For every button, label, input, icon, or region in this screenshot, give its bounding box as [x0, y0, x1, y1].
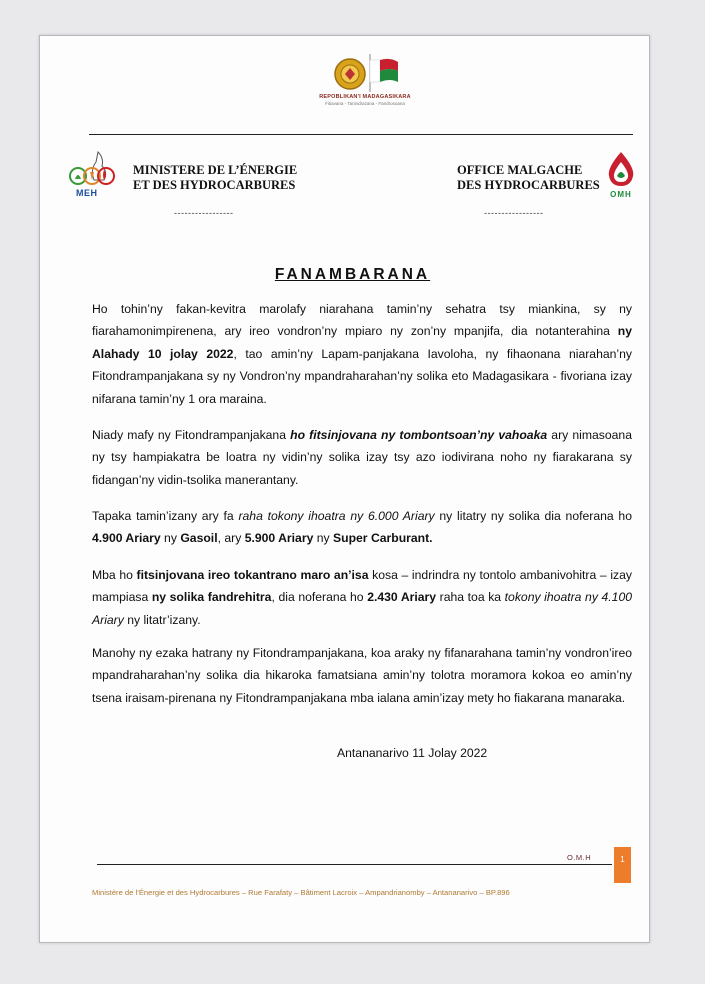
header-divider — [89, 134, 633, 135]
office-dashes: ----------------- — [484, 208, 544, 218]
p3-text-1: Tapaka tamin’izany ary fa — [92, 509, 239, 523]
office-name-line1: OFFICE MALGACHE — [457, 163, 583, 177]
p3-italic-1: raha tokony ihoatra ny 6.000 Ariary — [238, 509, 435, 523]
omh-logo-text: OMH — [610, 190, 632, 199]
ministry-name-line2: ET DES HYDROCARBURES — [133, 178, 296, 192]
p1-date-bold: ny Alahady 10 jolay 2022 — [92, 324, 632, 361]
footer-address: Ministère de l’Énergie et des Hydrocarbures – Rue Farafaty – Bâtiment Lacroix – Ampandrianomby – Antananarivo – BP.896 — [92, 888, 510, 897]
super-label: Super Carburant. — [333, 531, 433, 546]
p5-text-1: Manohy ny ezaka hatrany ny Fitondrampanjakana, koa araky ny fifanarahana tamin’ny vondron’ireo mpandraharahan’ny solika dia hikaroka famatsiana amin’ny tolotra moramora kokoa eo amin’ny tsena iraisam-pirenana ny Fitondrampanjakana mba ialana amin’izay mety ho fiakarana manaraka. — [92, 646, 632, 705]
p4-bold-2: ny solika fandrehitra — [151, 590, 272, 605]
ministry-name — [133, 163, 297, 193]
paragraph-1 — [92, 298, 632, 410]
document-title: FANAMBARANA — [274, 266, 431, 283]
meh-logo-text: MEH — [76, 188, 98, 198]
paragraph-5 — [92, 642, 632, 709]
p3-text-3: ny — [160, 531, 181, 546]
petrol-lamp-price: 2.430 Ariary — [367, 590, 437, 605]
state-emblem-icon — [332, 52, 402, 94]
p3-text-5: ny — [313, 531, 334, 546]
paragraph-2 — [92, 424, 632, 491]
state-seal — [306, 44, 424, 106]
p2-emphasis: ho fitsinjovana ny tombontsoan’ny vahoaka — [290, 428, 548, 442]
p2-text-2: ary nimasoana ny tsy hampiakatra be loatra ny vidin’ny solika izay tsy azo iodivirana noho ny fiarakarana sy fidangan’ny vidin-tsolika manerantany. — [92, 428, 632, 487]
p4-bold-1: fitsinjovana ireo tokantrano maro an’isa — [136, 568, 369, 582]
footer-org: O.M.H — [567, 853, 592, 862]
super-price: 5.900 Ariary — [244, 531, 314, 546]
omh-drop-icon — [601, 150, 641, 190]
p4-italic-1: tokony ihoatra ny 4.100 Ariary — [92, 590, 633, 627]
meh-logo — [68, 150, 116, 207]
p4-text-5: ny litatr’izany. — [123, 612, 201, 627]
p4-text-4: raha toa ka — [436, 590, 505, 605]
p3-text-4: , ary — [217, 531, 245, 546]
p2-text-1: Niady mafy ny Fitondrampanjakana — [92, 428, 291, 442]
footer-divider — [97, 864, 612, 865]
seal-country-name: REPOBLIKAN'I MADAGASIKARA — [319, 94, 411, 100]
paragraph-4 — [92, 564, 632, 631]
gasoil-label: Gasoil — [180, 531, 218, 546]
paragraph-3 — [92, 505, 632, 550]
seal-motto: Fitiavana - Tanindrazana - Fandrosoana — [325, 101, 405, 106]
omh-logo — [601, 150, 641, 199]
p4-text-3: , dia noferana ho — [271, 590, 368, 605]
p3-text-2: ny litatry ny solika dia noferana ho — [434, 509, 632, 523]
gasoil-price: 4.900 Ariary — [92, 531, 161, 546]
office-name — [457, 163, 600, 193]
p4-text-1: Mba ho — [92, 568, 137, 582]
place-date: Antananarivo 11 Jolay 2022 — [337, 746, 488, 760]
office-name-line2: DES HYDROCARBURES — [457, 178, 600, 192]
page-number-badge: 1 — [614, 847, 631, 883]
p4-text-2: kosa – indrindra ny tontolo ambanivohitra – izay mampiasa — [92, 568, 632, 605]
p1-text-2: , tao amin’ny Lapam-panjakana Iavoloha, ny fihaonana niarahan’ny Fitondrampanjakana sy ny Vondron’ny mpandraharahan’ny solika eto Madagasikara - fivoriana izay nifarana tamin’ny 1 ora maraina. — [92, 346, 632, 406]
ministry-dashes: ----------------- — [174, 208, 234, 218]
p1-text-1: Ho tohin’ny fakan-kevitra marolafy niarahana tamin’ny sehatra tsy miankina, sy ny fiarahamonimpirenena, ary ireo vondron’ny mpiaro ny zon’ny mpanjifa, dia notanterahina — [92, 302, 632, 339]
ministry-name-line1: MINISTERE DE L’ÉNERGIE — [133, 163, 298, 177]
